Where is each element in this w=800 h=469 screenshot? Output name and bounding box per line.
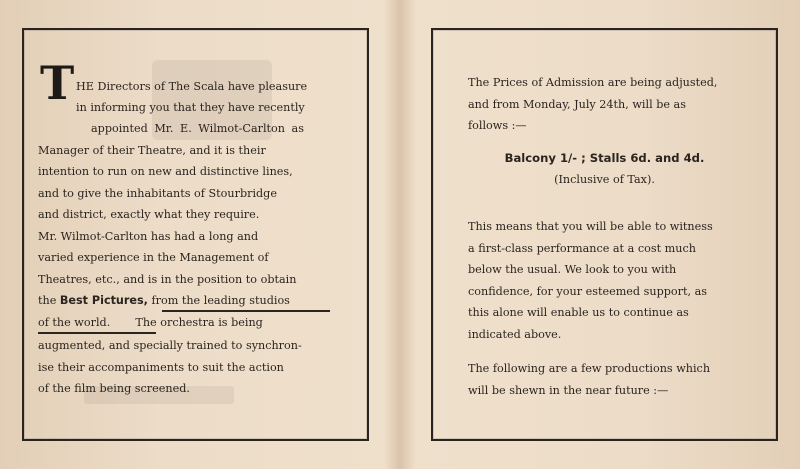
left-text-line: of the film being screened.: [38, 382, 190, 395]
drop-cap-letter: T: [40, 56, 75, 110]
underline-rule: [162, 310, 330, 312]
left-text-line: and to give the inhabitants of Stourbridge: [38, 187, 277, 200]
right-body-line: indicated above.: [468, 328, 562, 341]
right-intro-line: follows :—: [468, 119, 527, 132]
right-body-line: a first-class performance at a cost much: [468, 242, 696, 255]
admission-prices: Balcony 1/- ; Stalls 6d. and 4d.: [504, 151, 705, 165]
left-text-line: intention to run on new and distinctive lines,: [38, 165, 293, 178]
left-text-line: ise their accompaniments to suit the action: [38, 361, 284, 374]
best-prefix: the: [38, 294, 57, 307]
right-body-line: this alone will enable us to continue as: [468, 306, 689, 319]
left-text-line: in informing you that they have recently: [76, 101, 305, 114]
left-text-line: Theatres, etc., and is in the position to obtain: [38, 273, 297, 286]
left-text-line: and district, exactly what they require.: [38, 208, 260, 221]
left-page-panel: [22, 28, 369, 441]
tax-note: (Inclusive of Tax).: [554, 173, 655, 186]
left-text-line: Mr. Wilmot-Carlton has had a long and: [38, 230, 259, 243]
right-closing-line: The following are a few productions which: [468, 362, 711, 375]
world-line: [38, 316, 263, 330]
world-line-start: of the world.: [38, 316, 111, 329]
right-closing-line: will be shewn in the near future :—: [468, 384, 669, 397]
underline-rule: [38, 332, 156, 334]
right-intro-line: and from Monday, July 24th, will be as: [468, 98, 686, 111]
right-body-line: confidence, for your esteemed support, as: [468, 285, 708, 298]
right-page-panel: [431, 28, 778, 441]
best-suffix: from the leading studios: [151, 294, 290, 307]
right-intro-line: The Prices of Admission are being adjusted,: [468, 76, 718, 89]
left-text-line: Manager of their Theatre, and it is their: [38, 144, 266, 157]
left-text-line: HE Directors of The Scala have pleasure: [76, 80, 308, 93]
right-body-line: below the usual. We look to you with: [468, 263, 677, 276]
best-pictures-emphasis: Best Pictures,: [59, 294, 148, 307]
right-body-line: This means that you will be able to witness: [468, 220, 713, 233]
left-text-line: appointed Mr. E. Wilmot-Carlton as: [91, 122, 304, 135]
left-text-line: varied experience in the Management of: [38, 251, 269, 264]
best-pictures-line: [38, 294, 290, 308]
left-text-line: augmented, and specially trained to synchron-: [38, 339, 302, 352]
world-line-end: The orchestra is being: [135, 316, 263, 329]
